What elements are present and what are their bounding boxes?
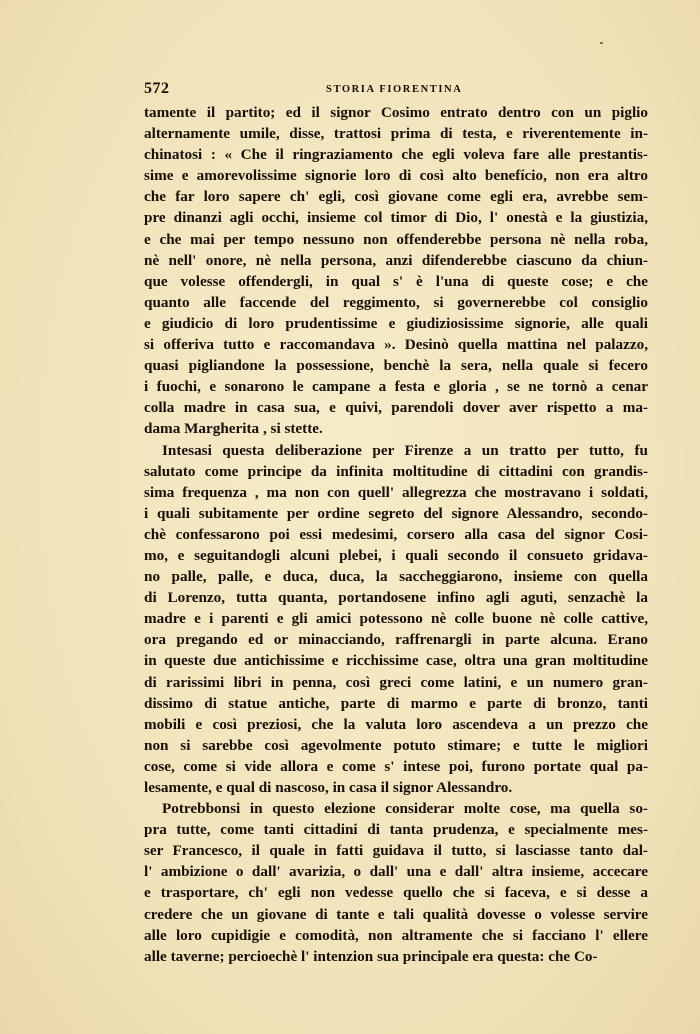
text-line: in queste due antichissime e ricchissime case, oltra una gran moltitudine [144,652,648,670]
paper-speck [600,42,603,44]
text-line: pra tutte, come tanti cittadini di tanta prudenza, e specialmente mes- [144,821,648,839]
page-header [144,82,654,102]
text-line: di rarissimi libri in penna, così greci come latini, e un numero gran- [144,673,648,691]
text-line: chè confessarono poi essi medesimi, corsero alla casa del signor Cosi- [144,525,648,543]
text-line: mobili e così preziosi, che la valuta loro ascendeva a un prezzo che [144,715,648,733]
text-line: i fuochi, e sonarono le campane a festa e gloria , se ne tornò a cenar [144,378,648,396]
text-line: lesamente, e qual di nascoso, in casa il signor Alessandro. [144,779,513,796]
text-line: quanto alle faccende del reggimento, si governerebbe col consiglio [144,293,648,311]
text-line: madre e i parenti e gli amici potessono nè colle buone nè colle cattive, [144,610,648,628]
paragraph [144,102,648,440]
text-line: alternamente umile, disse, trattosi prima di testa, e riverentemente in- [144,125,648,143]
text-line: l' ambizione o dall' avarizia, o dall' una e dall' altra insieme, accecare [144,863,648,881]
text-line: ser Francesco, il quale in fatti guidava il tutto, si lasciasse tanto dal- [144,842,648,860]
text-line: que volesse offendergli, in qual s' è l'una di queste cose; e che [144,272,648,290]
text-line: colla madre in casa sua, e quivi, parendoli dover aver rispetto a ma- [144,399,648,417]
text-line: no palle, palle, e duca, duca, la saccheggiarono, insieme con quella [144,568,648,586]
text-body [144,102,648,967]
text-line: che far loro sapere ch' egli, così giovane come egli era, avrebbe sem- [144,188,648,206]
paragraph [144,440,648,799]
text-line: Potrebbonsi in questo elezione considerar molte cose, ma quella so- [162,800,648,818]
text-line: ora pregando ed or minacciando, raffrenargli in parte alcuna. Erano [144,631,648,649]
text-line: mo, e seguitandogli alcuni plebei, i quali secondo il consueto gridava- [144,546,648,564]
text-line: si offeriva tutto e raccomandava ». Desinò quella mattina nel palazzo, [144,336,648,354]
text-line: tamente il partito; ed il signor Cosimo entrato dentro con un piglio [144,104,648,121]
text-line: pre dinanzi agli occhi, insieme col timor di Dio, l' onestà e la giustizia, [144,209,648,227]
text-line: nè nell' onore, nè nella persona, anzi difenderebbe ciascuno da chiun- [144,251,648,269]
text-line: cose, come si vide allora e come s' intese poi, furono portate qual pa- [144,757,648,775]
text-line: sime e amorevolissime signorie loro di così alto benefício, non era altro [144,167,648,185]
text-line: alle taverne; percioechè l' intenzion sua principale era questa: che Co- [144,947,598,965]
text-line: Intesasi questa deliberazione per Firenze a un tratto per tutto, fu [162,441,648,459]
text-line: dama Margherita , si stette. [144,420,323,438]
text-line: i quali subitamente per ordine segreto del signore Alessandro, secondo- [144,504,648,522]
text-line: sima frequenza , ma non con quell' allegrezza che mostravano i soldati, [144,483,648,501]
text-line: e giudicio di loro prudentissime e giudiziosissime signorie, alle quali [144,314,648,332]
text-line: non si sarebbe così agevolmente potuto stimare; e tutte le migliori [144,736,648,754]
text-line: quasi pigliandone la possessione, benchè la sera, nella quale si fecero [144,357,648,375]
running-title: STORIA FIORENTINA [326,84,463,95]
text-line: e che mai per tempo nessuno non offenderebbe persona nè nella roba, [144,230,648,248]
text-line: alle loro cupidigie e comodità, non altramente che si facciano l' ellere [144,926,648,944]
text-line: credere che un giovane di tante e tali qualità dovesse o volesse servire [144,905,648,923]
text-line: salutato come principe da infinita moltitudine di cittadini con grandis- [144,462,648,480]
page-number: 572 [144,80,170,97]
text-line: di Lorenzo, tutta quanta, portandosene infino agli aguti, senzachè la [144,589,648,607]
text-line: dissimo di statue antiche, parte di marmo e parte di bronzo, tanti [144,694,648,712]
paragraph [144,798,648,967]
text-line: e trasportare, ch' egli non vedesse quello che si faceva, e si desse a [144,884,648,902]
text-line: chinatosi : « Che il ringraziamento che egli voleva fare alle prestantis- [144,146,648,164]
